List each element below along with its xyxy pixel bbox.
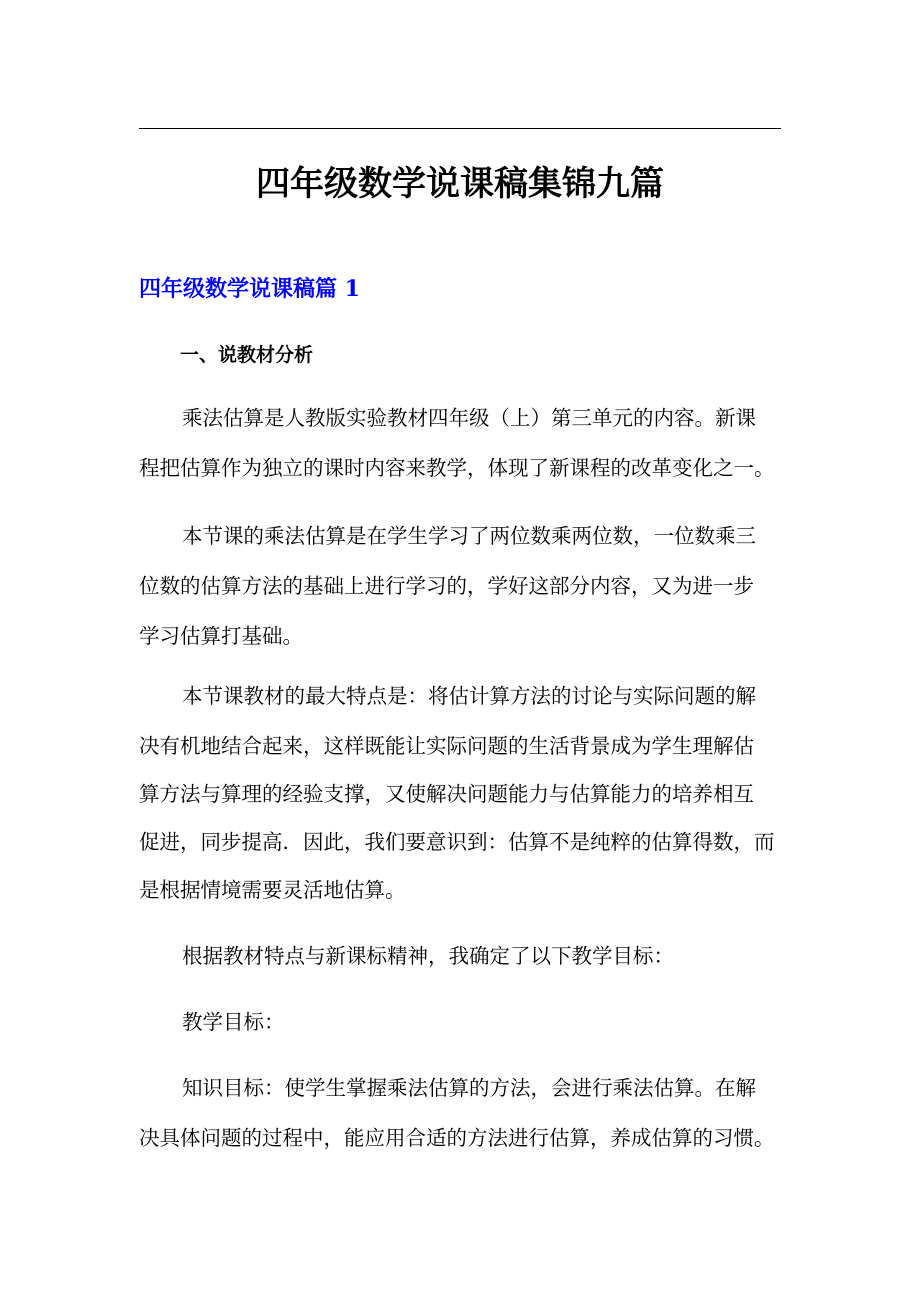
paragraph-6-line-1: 知识目标：使学生掌握乘法估算的方法，会进行乘法估算。在解	[182, 1076, 756, 1100]
paragraph-3-line-3: 算方法与算理的经验支撑，又使解决问题能力与估算能力的培养相互	[139, 782, 754, 806]
paragraph-3-line-5: 是根据情境需要灵活地估算。	[139, 878, 406, 902]
paragraph-2-line-2: 位数的估算方法的基础上进行学习的，学好这部分内容，又为进一步	[139, 574, 754, 598]
top-rule	[139, 128, 781, 129]
subheading-textbook-analysis: 一、说教材分析	[180, 344, 314, 366]
paragraph-3-line-4: 促进，同步提高．因此，我们要意识到：估算不是纯粹的估算得数，而	[139, 830, 775, 854]
paragraph-6-line-2: 决具体问题的过程中，能应用合适的方法进行估算，养成估算的习惯。	[139, 1126, 775, 1150]
paragraph-3-line-2: 决有机地结合起来，这样既能让实际问题的生活背景成为学生理解估	[139, 734, 754, 758]
paragraph-2-line-1: 本节课的乘法估算是在学生学习了两位数乘两位数，一位数乘三	[182, 524, 756, 548]
paragraph-4-line-1: 根据教材特点与新课标精神，我确定了以下教学目标：	[182, 944, 674, 968]
paragraph-1-line-2: 程把估算作为独立的课时内容来教学，体现了新课程的改革变化之一。	[139, 456, 775, 480]
section-title: 四年级数学说课稿篇 1	[139, 276, 360, 302]
paragraph-1-line-1: 乘法估算是人教版实验教材四年级（上）第三单元的内容。新课	[182, 406, 756, 430]
paragraph-2-line-3: 学习估算打基础。	[139, 624, 303, 648]
paragraph-5-line-1: 教学目标：	[182, 1010, 285, 1034]
paragraph-3-line-1: 本节课教材的最大特点是：将估计算方法的讨论与实际问题的解	[182, 684, 756, 708]
document-title: 四年级数学说课稿集锦九篇	[256, 164, 664, 204]
